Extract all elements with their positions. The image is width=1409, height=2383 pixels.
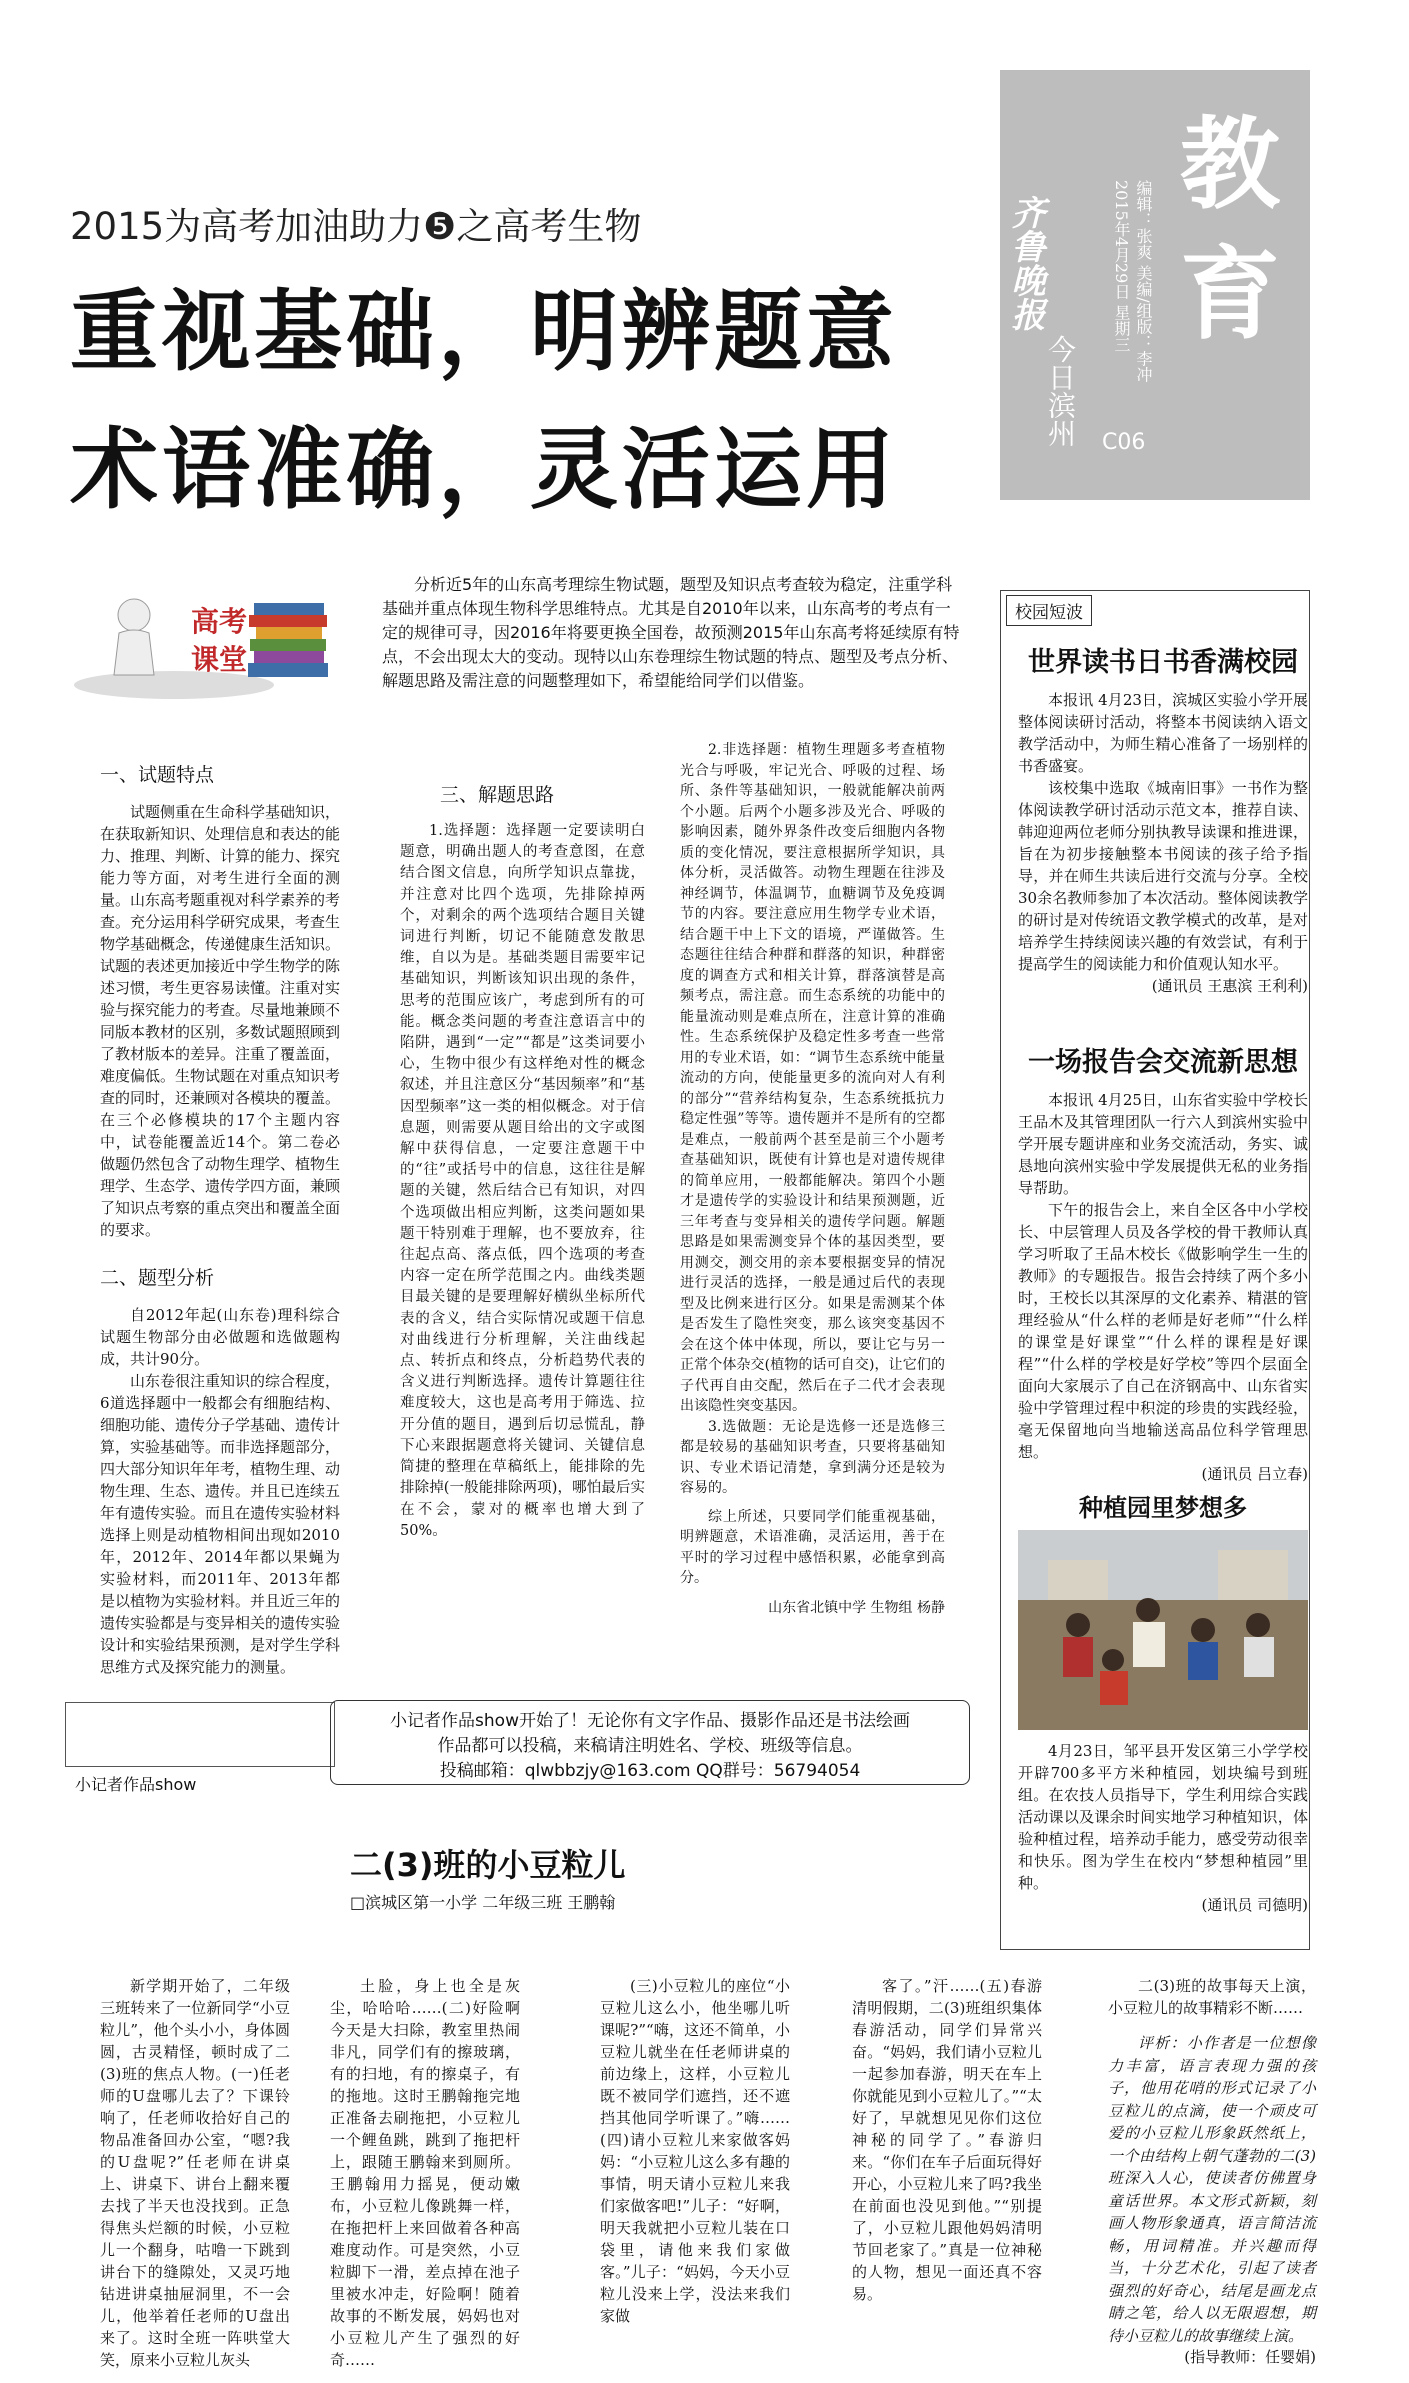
sidebar-story-1 — [1018, 640, 1308, 996]
notice-line: 小记者作品show开始了！无论你有文字作品、摄影作品还是书法绘画 — [390, 1711, 910, 1731]
article-paragraph: 山东卷很注重知识的综合程度，6道选择题中一般都会有细胞结构、细胞功能、遗传分子学基础、遗传计算，实验基础等。而非选择题部分，四大部分知识年年考，植物生理、动物生理、生态、遗传。并且已连续五年有遗传实验。而且在遗传实验材料选择上则是动植物相间出现如2010年，2012年、2014年都以果蝇为实验材料，而2011年、2013年都是以植物为实验材料。并且近三年的遗传实验都是与变异相关的遗传实验设计和实验结果预测，是对学生学科思维方式及探究能力的测量。 — [100, 1372, 341, 1676]
student-story-column-3: (三)小豆粒儿的座位“小豆粒儿这么小，他坐哪儿听课呢?”“嗨，这还不简单，小豆粒儿就坐在任老师讲桌的前边缘上，这样，小豆粒儿既不被同学们遮挡，还不遮挡其他同学听课了。”嗨……(四)请小豆粒儿来家做客妈妈：“小豆粒儿这么多有趣的事情，明天请小豆粒儿来我们家做客吧!”儿子：“好啊，明天我就把小豆粒儿装在口袋里，请他来我们家做客。”儿子：“妈妈，今天小豆粒儿没来上学，没法来我们家做 — [600, 1977, 790, 2325]
story-credit: (通讯员 吕立春) — [1201, 1465, 1308, 1483]
article-column-1 — [100, 760, 340, 1678]
story-title: 一场报告会交流新思想 — [1028, 1047, 1298, 1078]
editor-info — [1110, 180, 1154, 382]
date-line: 2015年4月29日 星期三 — [1112, 180, 1131, 353]
story-paragraph: 该校集中选取《城南旧事》一书作为整体阅读教学研讨活动示范文本，推荐自读、韩迎迎两位老师分别执教导读课和推进课，旨在为初步接触整本书阅读的孩子给予指导，并在师生共读后进行交流与分享。全校30余名教师参加了本次活动。整体阅读教学的研讨是对传统语文教学模式的改革，是对培养学生持续阅读兴趣的有效尝试，有利于提高学生的阅读能力和价值观认知水平。 — [1018, 779, 1308, 973]
paper-logo: 齐鲁晚报 — [1005, 195, 1045, 331]
sidebar-story-3 — [1018, 1488, 1308, 1523]
headline-line-1: 重视基础，明辨题意 — [70, 280, 899, 383]
section-title: 教育 — [1180, 106, 1280, 353]
article-paragraph: 3.选做题：无论是选修一还是选修三都是较易的基础知识考查，只要将基础知识、专业术语记清楚，拿到满分还是较为容易的。 — [680, 1418, 945, 1496]
student-story-column-5: 二(3)班的故事每天上演，小豆粒儿的故事精彩不断…… — [1108, 1977, 1316, 2017]
notice-line: 投稿邮箱：qlwbbzjy@163.com QQ群号：56794054 — [439, 1761, 861, 1781]
article-paragraph: 综上所述，只要同学们能重视基础，明辨题意，术语准确，灵活运用，善于在平时的学习过程中感悟积累，必能拿到高分。 — [680, 1508, 945, 1586]
series-title: 2015为高考加油助力❺之高考生物 — [70, 205, 642, 248]
story-title: 种植园里梦想多 — [1079, 1494, 1247, 1522]
edition-name: 今日滨州 — [1044, 335, 1077, 447]
story-paragraph: 下午的报告会上，来自全区各中小学校长、中层管理人员及各学校的骨干教师认真学习听取了王品木校长《做影响学生一生的教师》的专题报告。报告会持续了两个多小时，王校长以其深厚的文化素养、精湛的管理经验从“什么样的老师是好老师”“什么样的课堂是好课堂”“什么样的课程是好课程”“什么样的学校是好学校”等四个层面全面向大家展示了自己在济钢高中、山东省实验中学管理过程中积淀的珍贵的实践经验，毫无保留地向当地输送高品位科学管理思想。 — [1018, 1201, 1308, 1461]
contributions-box — [65, 1702, 335, 1767]
student-story-column-1: 新学期开始了，二年级三班转来了一位新同学“小豆粒儿”，他个头小小，身体圆圆，古灵精怪，顿时成了二(3)班的焦点人物。(一)任老师的U盘哪儿去了？下课铃响了，任老师收拾好自己的物品准备回办公室，“嗯?我的U盘呢?”任老师在讲桌上、讲桌下、讲台上翻来覆去找了半天也没找到。正急得焦头烂额的时候，小豆粒儿一个翻身，咕噜一下跳到讲台下的缝隙处，又灵巧地钻进讲桌抽屉洞里，不一会儿，他举着任老师的U盘出来了。这时全班一阵哄堂大笑，原来小豆粒儿灰头 — [100, 1977, 290, 2369]
story-paragraph: 本报讯 4月23日，滨城区实验小学开展整体阅读研讨活动，将整本书阅读纳入语文教学活动中，为师生精心准备了一场别样的书香盛宴。 — [1018, 691, 1308, 775]
article-paragraph: 试题侧重在生命科学基础知识，在获取新知识、处理信息和表达的能力、推理、判断、计算的能力、探究能力等方面，对考生进行全面的测量。山东高考题重视对科学素养的考查。充分运用科学研究成果，考查生物学基础概念，传递健康生活知识。试题的表述更加接近中学生物学的陈述习惯，考生更容易读懂。注重对实验与探究能力的考查。尽量地兼顾不同版本教材的区别，多数试题照顾到了教材版本的差异。注重了覆盖面，难度偏低。生物试题在对重点知识考查的同时，还兼顾对各模块的覆盖。在三个必修模块的17个主题内容中，试卷能覆盖近14个。第二卷必做题仍然包含了动物生理学、植物生理学、生态学、遗传学四方面，兼顾了知识点考察的重点突出和覆盖全面的要求。 — [100, 803, 341, 1239]
section-heading: 二、题型分析 — [100, 1267, 215, 1289]
editor-line: 编辑：张爽 美编/组版：李冲 — [1134, 180, 1153, 383]
student-story-column-4: 客了。”汗……(五)春游清明假期，二(3)班组织集体春游活动，同学们异常兴奋。“妈妈，我们请小豆粒儿一起参加春游，明天在车上你就能见到小豆粒儿了。”“太好了，早就想见见你们这位神秘的同学了。”春游归来。“你们在车子后面玩得好开心，小豆粒儿来了吗?我坐在前面也没见到他。”“别提了，小豆粒儿跟他妈妈清明节回老家了。”真是一位神秘的人物，想见一面还真不容易。 — [852, 1977, 1042, 2303]
contributions-notice — [330, 1700, 970, 1785]
story-paragraph: 4月23日，邹平县开发区第三小学学校开辟700多平方米种植园，划块编号到班组。在农技人员指导下，学生利用综合实践活动课以及课余时间实地学习种植知识，体验种植过程，培养动手能力，感受劳动很幸和快乐。图为学生在校内“梦想种植园”里种。 — [1018, 1742, 1308, 1892]
article-paragraph: 2.非选择题：植物生理题多考查植物光合与呼吸，牢记光合、呼吸的过程、场所、条件等基础知识，一般就能解决前两个小题。后两个小题多涉及光合、呼吸的影响因素，随外界条件改变后细胞内各物质的变化情况，要注意根据所学知识，具体分析，灵活做答。动物生理题在往涉及神经调节，体温调节，血糖调节及免疫调节的内容。要注意应用生物学专业术语，结合题干中上下文的语境，严谨做答。生态题往往结合种群和群落的知识，种群密度的调查方式和相关计算，群落演替是高频考点，需注意。而生态系统的功能中的能量流动则是难点所在，注意计算的准确性。生态系统保护及稳定性多考查一些常用的专业术语，如：“调节生态系统中能量流动的方向，使能量更多的流向对人有利的部分”“营养结构复杂，生态系统抵抗力稳定性强”等等。遗传题并不是所有的空都是难点，一般前两个甚至是前三个小题考查基础知识，既使有计算也是对遗传规律的简单应用，一般都能解决。第四个小题才是遗传学的实验设计和结果预测题，近三年考查与变异相关的遗传学问题。解题思路是如果需测变异个体的基因类型，要用测交，测交用的亲本要根据变异的情况进行灵活的选择，一般是通过后代的表现型及比例来进行区分。如果是需测某个体是否发生了隐性突变，那么该突变基因不会在这个体中体现，所以，要让它与另一正常个体杂交(植物的话可自交)，让它们的子代再自由交配，然后在子二代才会表现出该隐性突变基因。 — [680, 742, 945, 1414]
intro-paragraph: 分析近5年的山东高考理综生物试题，题型及知识点考查较为稳定，注重学科基础并重点体现生物科学思维特点。尤其是自2010年以来，山东高考的考点有一定的规律可寻，因2016年将要更换全国卷，故预测2015年山东高考将延续原有特点，不会出现太大的变动。现特以山东卷理综生物试题的特点、题型及考点分析、解题思路及需注意的问题整理如下，希望能给同学们以借鉴。 — [382, 575, 960, 690]
contributions-label: 小记者作品show — [75, 1775, 197, 1794]
exam-class-badge — [64, 575, 344, 705]
sidebar-story-2 — [1018, 1040, 1308, 1484]
article-column-3 — [680, 740, 945, 1619]
garden-photo — [1018, 1530, 1308, 1730]
book-stack-icon — [248, 603, 328, 677]
sidebar-story-3-body — [1018, 1740, 1308, 1915]
headline-line-2: 术语准确，灵活运用 — [70, 418, 899, 521]
teacher-comment: 评析：小作者是一位想像力丰富，语言表现力强的孩子，他用花哨的形式记录了小豆粒儿的点滴，使一个顽皮可爱的小豆粒儿形象跃然纸上，一个由结构上朝气蓬勃的二(3)班深入人心，使读者仿佛置身童话世界。本文形式新颖，刻画人物形象通真，语言简洁流畅，用词精准。并兴趣而得当，十分艺术化，引起了读者强烈的好奇心，结尾是画龙点睛之笔，给人以无限遐想，期待小豆粒儿的故事继续上演。 — [1108, 2034, 1316, 2345]
student-story-title: 二(3)班的小豆粒儿 — [350, 1846, 626, 1884]
story-credit: (通讯员 王惠滨 王利利) — [1151, 977, 1308, 995]
teacher-credit: (指导教师：任婴娟) — [1184, 2348, 1316, 2366]
sidebar-tab: 校园短波 — [1006, 595, 1092, 626]
page-number: C06 — [1102, 430, 1146, 455]
article-paragraph: 1.选择题：选择题一定要读明白题意，明确出题人的考查意图，在意结合图文信息，向所学知识点靠拢，并注意对比四个选项，先排除掉两个，对剩余的两个选项结合题目关键词进行判断，切记不能随意发散思维，自以为是。基础类题目需要牢记基础知识，判断该知识出现的条件，思考的范围应该广，考虑到所有的可能。概念类问题的考查注意语言中的陷阱，遇到“一定”“都是”这类词要小心，生物中很少有这样绝对性的概念叙述，并且注意区分“基因频率”和“基因型频率”这一类的相似概念。对于信息题，则需要从题目给出的文字或图解中获得信息，一定要注意题干中的“往”或括号中的信息，这往往是解题的关键，然后结合已有知识，对四个选项做出相应判断，这类问题如果题干特别难于理解，也不要放弃，往往起点高、落点低，四个选项的考查内容一定在所学范围之内。曲线类题目最关键的是要理解好横纵坐标所代表的含义，结合实际情况或题干信息对曲线进行分析理解，关注曲线起点、转折点和终点，分析趋势代表的含义进行判断选择。遗传计算题往往难度较大，这也是高考用于筛选、拉开分值的题目，遇到后切忌慌乱，静下心来跟据题意将关键词、关键信息简捷的整理在草稿纸上，能排除的先排除掉(一般能排除两项)，哪怕最后实在不会，蒙对的概率也增大到了50%。 — [400, 823, 645, 1539]
story-paragraph: 本报讯 4月25日，山东省实验中学校长王品木及其管理团队一行六人到滨州实验中学开展专题讲座和业务交流活动，务实、诚恳地向滨州实验中学发展提供无私的业务指导帮助。 — [1018, 1091, 1308, 1197]
section-heading: 一、试题特点 — [100, 764, 215, 786]
story-credit: (通讯员 司德明) — [1201, 1896, 1308, 1914]
article-paragraph: 自2012年起(山东卷)理科综合试题生物部分由必做题和选做题构成，共计90分。 — [100, 1306, 340, 1368]
article-column-2 — [400, 780, 645, 1542]
student-story-column-2: 土脸，身上也全是灰尘，哈哈哈……(二)好险啊今天是大扫除，教室里热闹非凡，同学们有的擦玻璃，有的扫地，有的擦桌子，有的拖地。这时王鹏翰拖完地正准备去刷拖把，小豆粒儿一个鲤鱼跳，跳到了拖把杆上，跟随王鹏翰来到厕所。王鹏翰用力摇晃，便动嫩布，小豆粒儿像跳舞一样，在拖把杆上来回做着各种高难度动作。可是突然，小豆粒脚下一滑，差点掉在池子里被水冲走，好险啊！随着故事的不断发展，妈妈也对小豆粒儿产生了强烈的好奇…… — [330, 1977, 520, 2369]
notice-line: 作品都可以投稿，来稿请注明姓名、学校、班级等信息。 — [437, 1736, 863, 1756]
badge-label: 高考课堂 — [190, 605, 247, 676]
article-byline: 山东省北镇中学 生物组 杨静 — [768, 1599, 945, 1616]
student-story-byline: □滨城区第一小学 二年级三班 王鹏翰 — [350, 1893, 616, 1912]
section-heading: 三、解题思路 — [440, 784, 555, 806]
story-title: 世界读书日书香满校园 — [1028, 647, 1298, 678]
